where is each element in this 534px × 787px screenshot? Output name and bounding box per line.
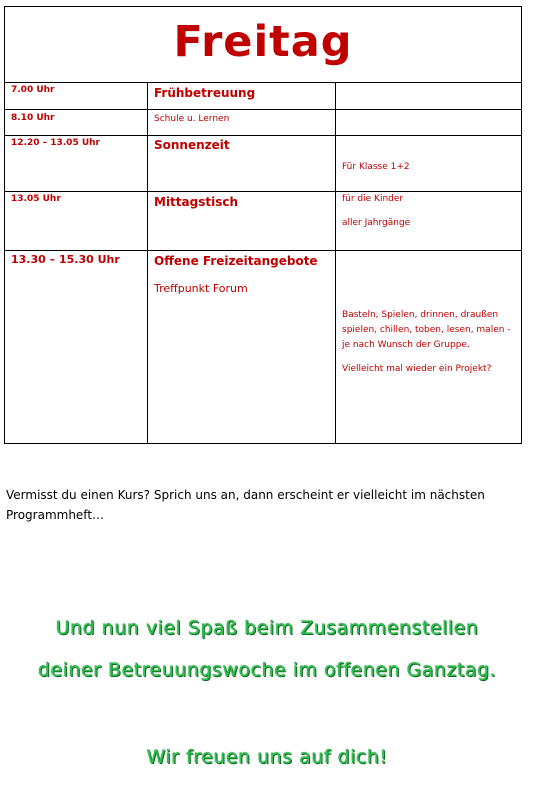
row-time: 7.00 Uhr bbox=[11, 85, 55, 95]
row-time: 13.05 Uhr bbox=[11, 194, 61, 204]
row-activity: Frühbetreuung bbox=[154, 86, 256, 100]
row-activity: Mittagstisch bbox=[154, 195, 239, 209]
schedule-row bbox=[5, 109, 521, 136]
schedule-table bbox=[4, 6, 522, 444]
closing-line: Wir freuen uns auf dich! bbox=[146, 746, 388, 768]
schedule-row bbox=[5, 135, 521, 192]
schedule-row bbox=[5, 191, 521, 251]
title-row bbox=[5, 7, 521, 82]
closing-line: deiner Betreuungswoche im offenen Ganztag. bbox=[37, 659, 497, 681]
row-note: spielen, chillen, toben, lesen, malen - bbox=[342, 325, 511, 335]
missing-course-note: Vermisst du einen Kurs? Sprich uns an, dann erscheint er vielleicht im nächsten Programmheft… bbox=[6, 488, 485, 522]
schedule-row bbox=[5, 250, 521, 444]
row-note: aller Jahrgänge bbox=[342, 218, 411, 228]
row-time: 8.10 Uhr bbox=[11, 113, 55, 123]
row-note: je nach Wunsch der Gruppe. bbox=[342, 340, 470, 350]
row-activity: Sonnenzeit bbox=[154, 138, 230, 152]
row-note: Für Klasse 1+2 bbox=[342, 162, 410, 172]
row-note: für die Kinder bbox=[342, 194, 404, 204]
closing-line: Und nun viel Spaß beim Zusammenstellen bbox=[55, 617, 479, 639]
row-time: 13.30 – 15.30 Uhr bbox=[11, 253, 120, 266]
page-title: Freitag bbox=[173, 17, 353, 67]
row-subtitle: Treffpunkt Forum bbox=[154, 282, 248, 295]
row-note: Basteln, Spielen, drinnen, draußen bbox=[342, 310, 499, 320]
row-activity: Offene Freizeitangebote bbox=[154, 254, 318, 268]
row-activity: Schule u. Lernen bbox=[154, 114, 230, 124]
row-time: 12.20 – 13.05 Uhr bbox=[11, 138, 100, 148]
row-note: Vielleicht mal wieder ein Projekt? bbox=[342, 364, 492, 374]
schedule-row bbox=[5, 82, 521, 110]
